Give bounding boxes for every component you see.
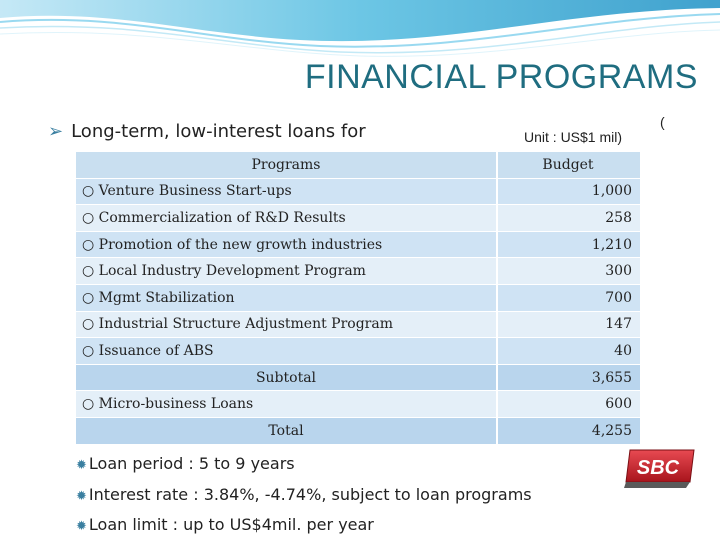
note-item (76, 450, 532, 481)
row-value: 258 (497, 205, 640, 232)
bullet-icon: ✹ (76, 458, 87, 473)
note-text: Loan limit : up to US$4mil. per year (88, 515, 374, 534)
intro-bullet (48, 121, 366, 142)
total-label: Total (76, 417, 497, 444)
row-label: ○ Commercialization of R&D Results (76, 205, 497, 232)
bullet-icon: ✹ (76, 519, 87, 534)
row-value: 40 (497, 338, 640, 365)
table-header-row (76, 152, 640, 178)
table-row (76, 178, 640, 205)
total-row (76, 417, 640, 444)
row-label: ○ Venture Business Start-ups (76, 178, 497, 205)
page-title: FINANCIAL PROGRAMS (304, 58, 698, 96)
total-value: 4,255 (497, 417, 640, 444)
row-label: ○ Industrial Structure Adjustment Program (76, 311, 497, 338)
row-value: 1,210 (497, 231, 640, 258)
row-label: ○ Mgmt Stabilization (76, 284, 497, 311)
unit-label: Unit : US$1 mil) (524, 129, 623, 145)
subtotal-value: 3,655 (497, 364, 640, 391)
row-value: 600 (497, 391, 640, 418)
table-row (76, 338, 640, 365)
logo-text: SBC (636, 457, 680, 479)
note-item (76, 481, 532, 512)
row-label: ○ Promotion of the new growth industries (76, 231, 497, 258)
row-label: ○ Local Industry Development Program (76, 258, 497, 285)
table-row (76, 311, 640, 338)
table-row (76, 284, 640, 311)
subtotal-row (76, 364, 640, 391)
subtotal-label: Subtotal (76, 364, 497, 391)
intro-bullet-text: Long-term, low-interest loans for (71, 121, 366, 142)
header-wave-decoration (0, 0, 720, 60)
table-row (76, 391, 640, 418)
sbc-logo (624, 448, 696, 490)
row-label: ○ Issuance of ABS (76, 338, 497, 365)
table-row (76, 231, 640, 258)
financial-programs-table (76, 152, 640, 445)
row-value: 1,000 (497, 178, 640, 205)
note-text: Interest rate : 3.84%, -4.74%, subject to loan programs (88, 484, 532, 504)
table-row (76, 205, 640, 232)
row-value: 147 (497, 311, 640, 338)
notes-list (76, 450, 532, 542)
note-text: Loan period : 5 to 9 years (88, 454, 295, 473)
row-label: ○ Micro-business Loans (76, 391, 497, 418)
table-row (76, 258, 640, 285)
row-value: 300 (497, 258, 640, 285)
arrow-bullet-icon: ➢ (48, 121, 64, 142)
open-paren-text: ( (660, 114, 665, 130)
column-header-programs: Programs (76, 152, 497, 178)
note-item (76, 511, 532, 542)
row-value: 700 (497, 284, 640, 311)
bullet-icon: ✹ (76, 488, 87, 504)
column-header-budget: Budget (497, 152, 640, 178)
